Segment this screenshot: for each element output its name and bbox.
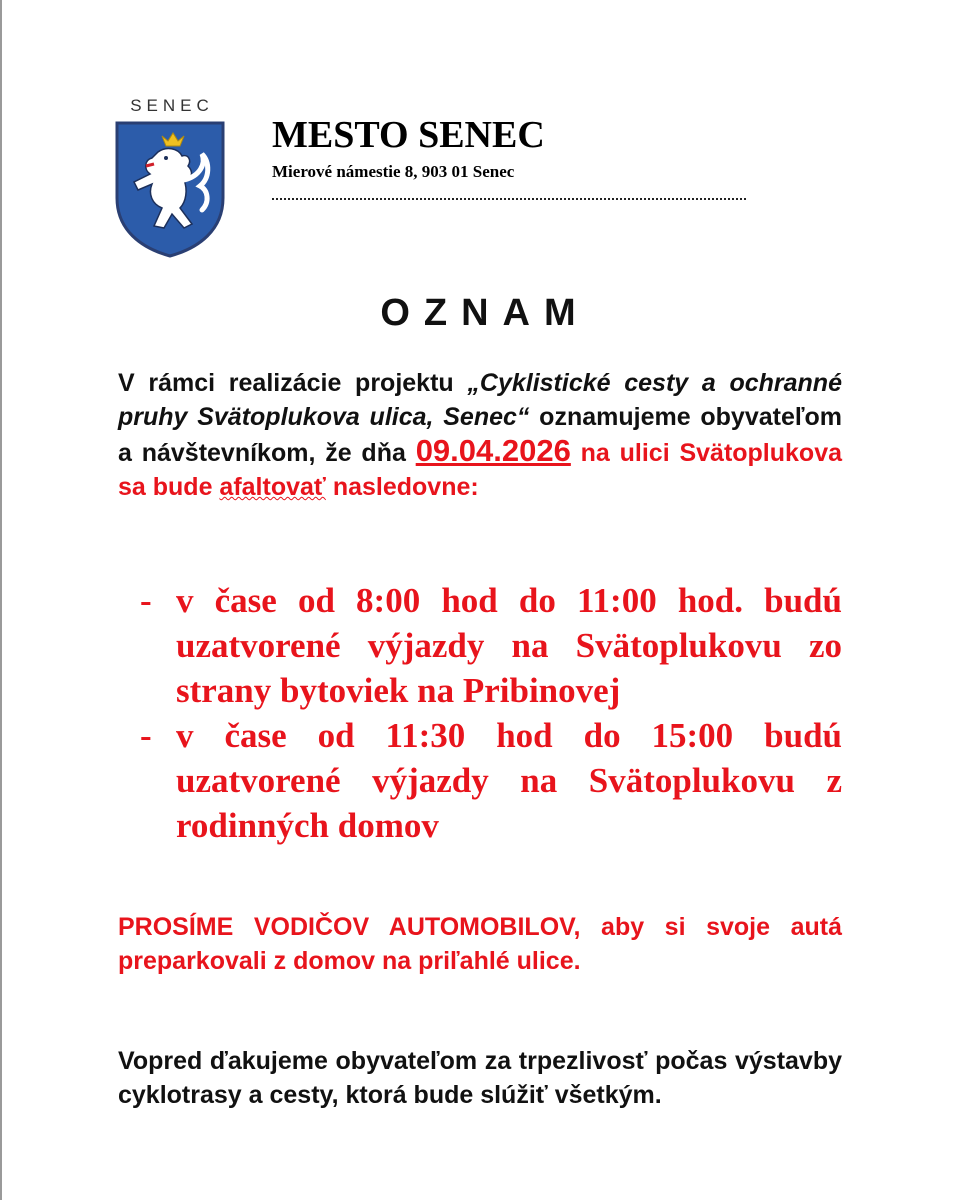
closure-list (140, 578, 842, 848)
intro-text-2: oznamujeme obyvateľom a návštevníkom, že dňa (118, 403, 843, 467)
list-dash: - (140, 716, 152, 755)
list-dash: - (140, 581, 152, 620)
project-name: „Cyklistické cesty a ochranné pruhy Svätoplukova ulica, Senec“ (118, 369, 842, 431)
intro-text-3: na ulici Svätoplukova sa bude (118, 439, 843, 501)
list-item-text: v čase od 8:00 hod do 11:00 hod. budú uzatvorené výjazdy na Svätoplukovu zo strany bytoviek na Pribinovej (176, 581, 842, 710)
list-item (140, 578, 842, 713)
list-item-text: v čase od 11:30 hod do 15:00 budú uzatvorené výjazdy na Svätoplukovu z rodinných domov (176, 716, 842, 845)
misspelled-word: afaltovať (219, 473, 326, 501)
closure-date: 09.04.2026 (415, 433, 571, 468)
org-header (272, 112, 752, 200)
request-paragraph: PROSÍME VODIČOV AUTOMOBILOV, aby si svoje autá preparkovali z domov na priľahlé ulice. (118, 913, 842, 975)
list-item (140, 713, 842, 848)
org-address: Mierové námestie 8, 903 01 Senec (272, 162, 515, 181)
page-edge (0, 0, 2, 1200)
dotted-divider (272, 198, 746, 200)
intro-paragraph (118, 366, 842, 504)
thanks-paragraph: Vopred ďakujeme obyvateľom za trpezlivosť počas výstavby cyklotrasy a cesty, ktorá bude slúžiť všetkým. (118, 1047, 842, 1109)
crest-label: SENEC (130, 96, 214, 115)
notice-title: OZNAM (380, 292, 590, 334)
intro-text-1: V rámci realizácie projektu (118, 369, 468, 397)
coat-of-arms-icon (114, 120, 226, 258)
org-name: MESTO SENEC (272, 114, 545, 156)
city-crest (112, 96, 228, 258)
intro-text-4: nasledovne: (325, 473, 479, 501)
